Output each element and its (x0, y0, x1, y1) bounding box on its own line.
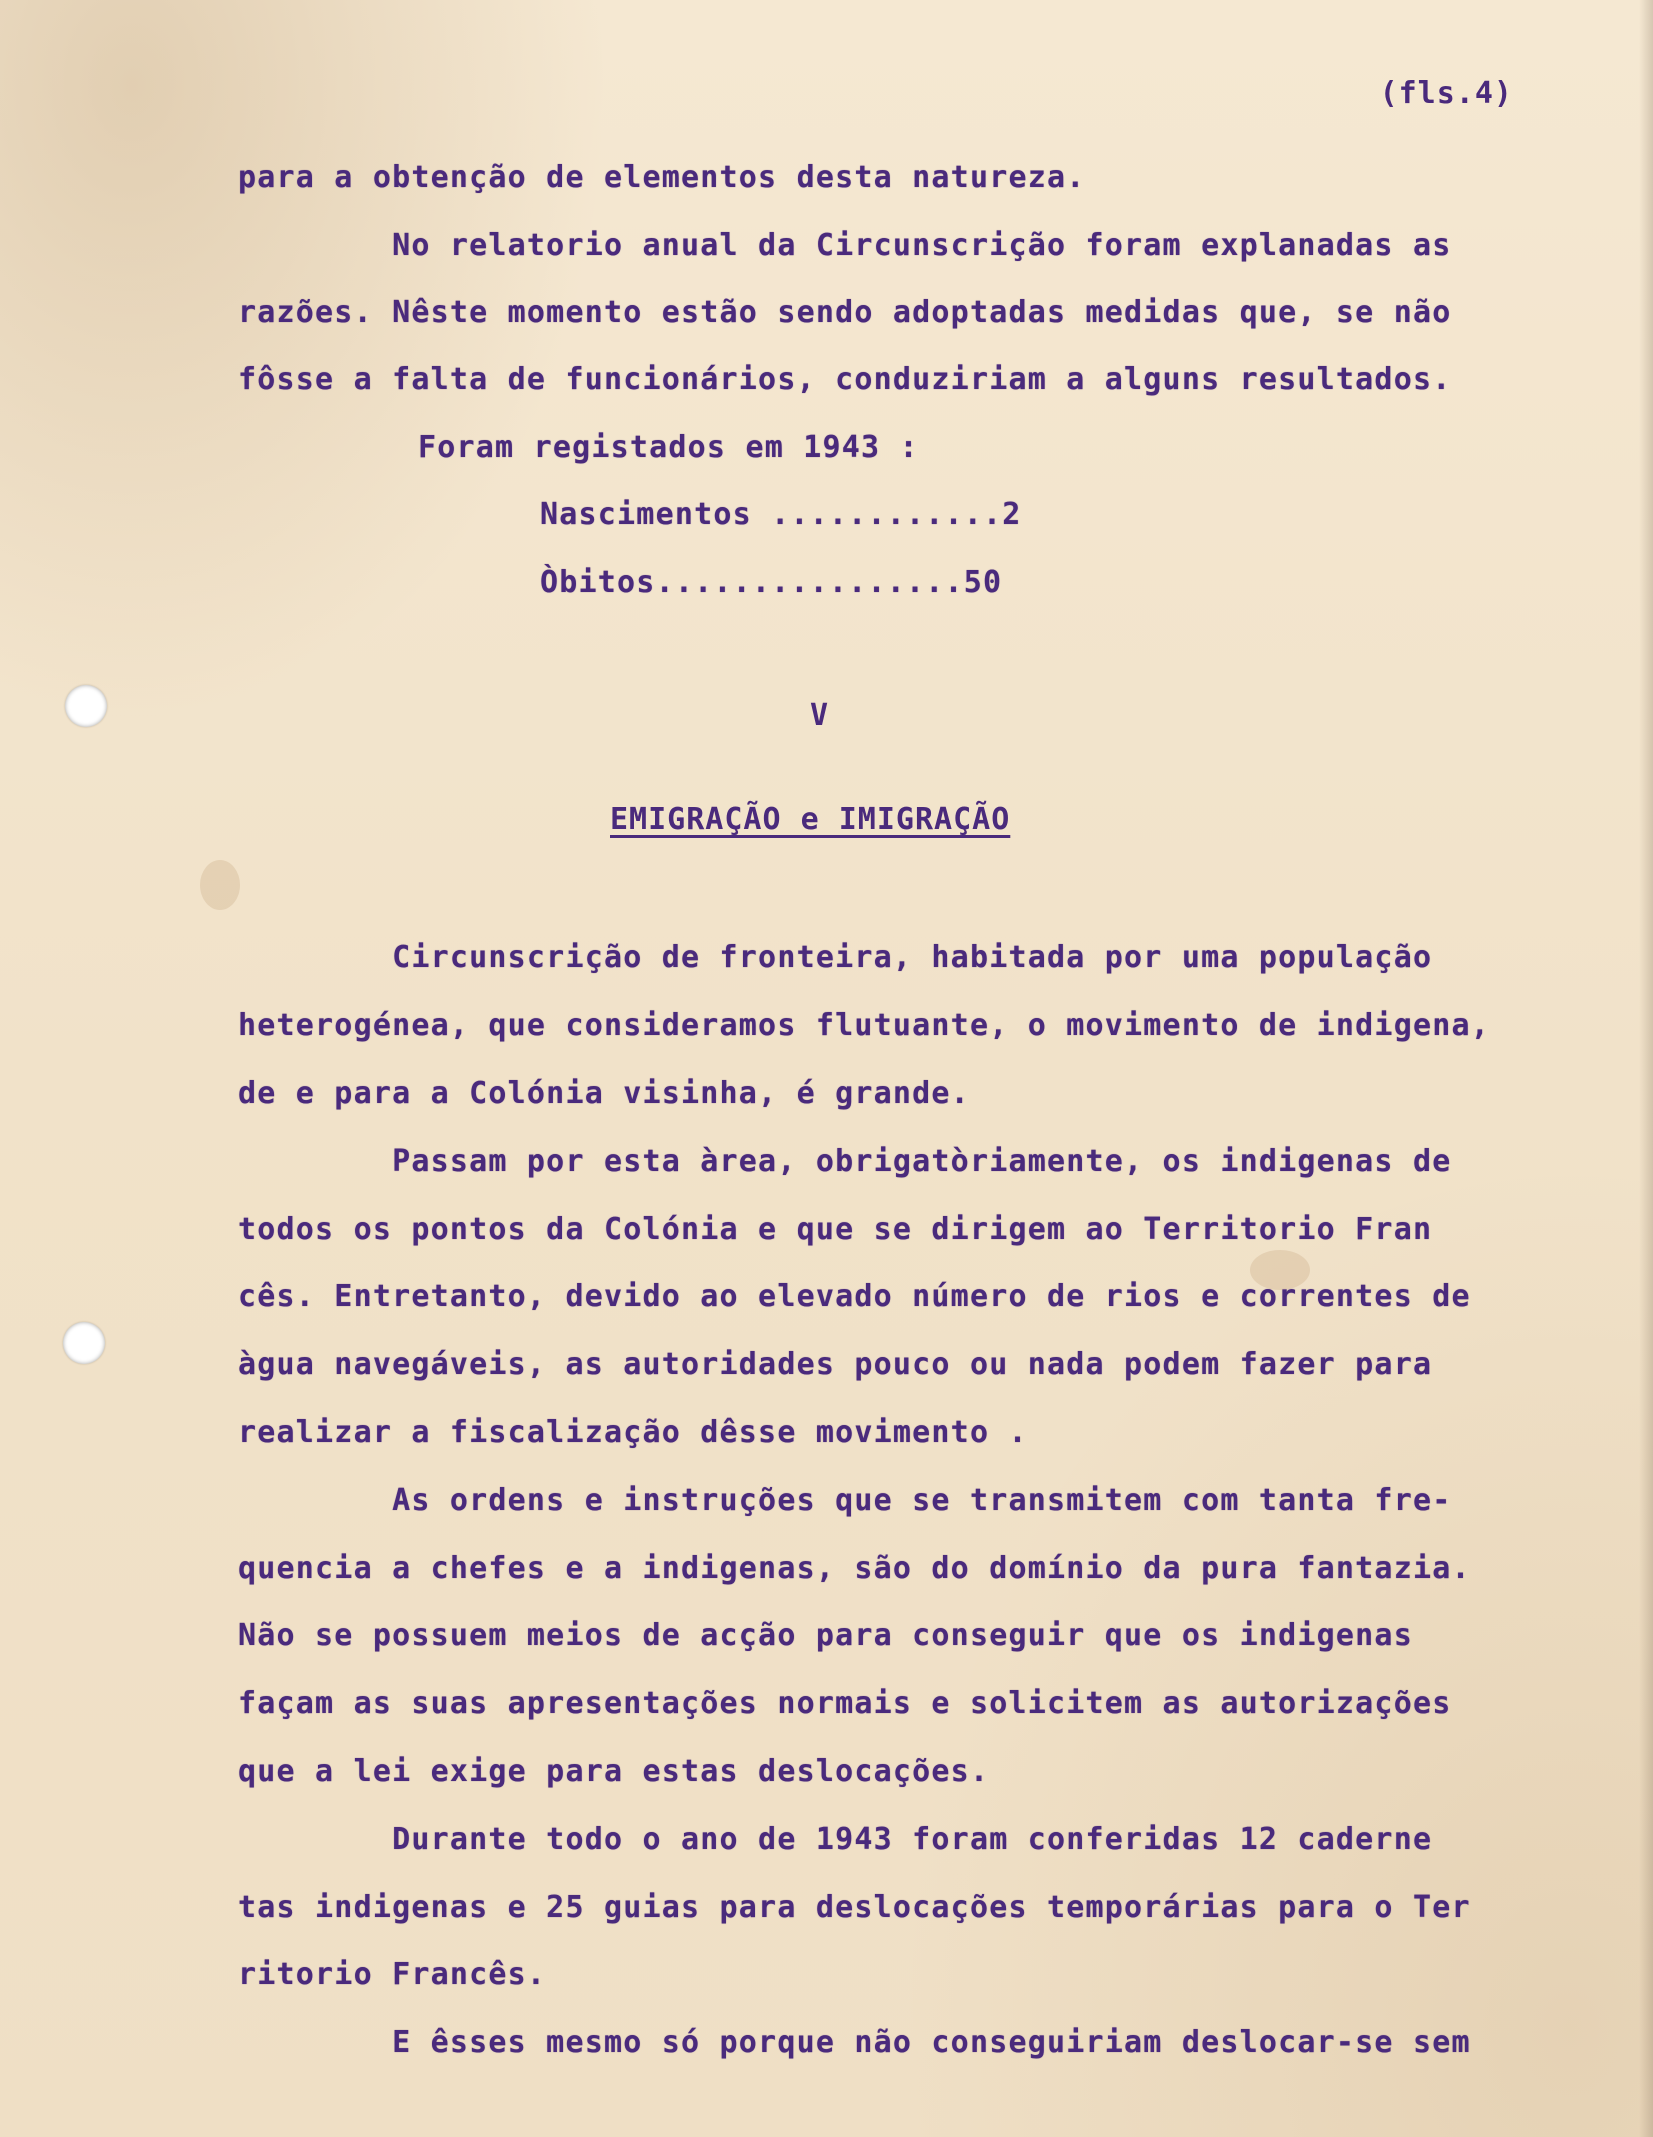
section-number: V (810, 698, 829, 733)
text-line: ritorio Francês. (238, 1957, 547, 1992)
text-line: àgua navegáveis, as autoridades pouco ou nada podem fazer para (238, 1347, 1433, 1382)
page-edge-shadow (1639, 0, 1653, 2137)
text-line: As ordens e instruções que se transmitem com tanta fre- (238, 1483, 1452, 1518)
paper-stain (200, 860, 240, 910)
text-line: E êsses mesmo só porque não conseguiriam deslocar-se sem (238, 2025, 1471, 2060)
registered-intro: Foram registados em 1943 : (418, 430, 919, 465)
text-line: Circunscrição de fronteira, habitada por uma população (238, 940, 1433, 975)
text-line: de e para a Colónia visinha, é grande. (238, 1076, 970, 1111)
text-line: tas indigenas e 25 guias para deslocações temporárias para o Ter (238, 1890, 1471, 1925)
folio-number: (fls.4) (1379, 76, 1513, 111)
text-line: No relatorio anual da Circunscrição foram explanadas as (238, 228, 1452, 263)
text-line: Não se possuem meios de acção para conseguir que os indigenas (238, 1618, 1413, 1653)
text-line: realizar a fiscalização dêsse movimento . (238, 1415, 1028, 1450)
text-line: razões. Nêste momento estão sendo adoptadas medidas que, se não (238, 295, 1452, 330)
punch-hole-bottom (63, 1322, 105, 1364)
punch-hole-top (65, 685, 107, 727)
section-title: EMIGRAÇÃO e IMIGRAÇÃO (610, 802, 1011, 837)
text-line: que a lei exige para estas deslocações. (238, 1754, 990, 1789)
text-line: quencia a chefes e a indigenas, são do domínio da pura fantazia. (238, 1551, 1471, 1586)
text-line: todos os pontos da Colónia e que se dirigem ao Territorio Fran (238, 1212, 1433, 1247)
text-line: para a obtenção de elementos desta natureza. (238, 160, 1086, 195)
text-line: façam as suas apresentações normais e solicitem as autorizações (238, 1686, 1452, 1721)
births-entry: Nascimentos ............2 (540, 497, 1022, 532)
text-line: cês. Entretanto, devido ao elevado número de rios e correntes de (238, 1279, 1471, 1314)
deaths-entry: Òbitos................50 (540, 565, 1003, 600)
text-line: heterogénea, que consideramos flutuante, o movimento de indigena, (238, 1008, 1490, 1043)
text-line: Durante todo o ano de 1943 foram conferidas 12 caderne (238, 1822, 1433, 1857)
text-line: Passam por esta àrea, obrigatòriamente, os indigenas de (238, 1144, 1452, 1179)
text-line: fôsse a falta de funcionários, conduziriam a alguns resultados. (238, 362, 1452, 397)
